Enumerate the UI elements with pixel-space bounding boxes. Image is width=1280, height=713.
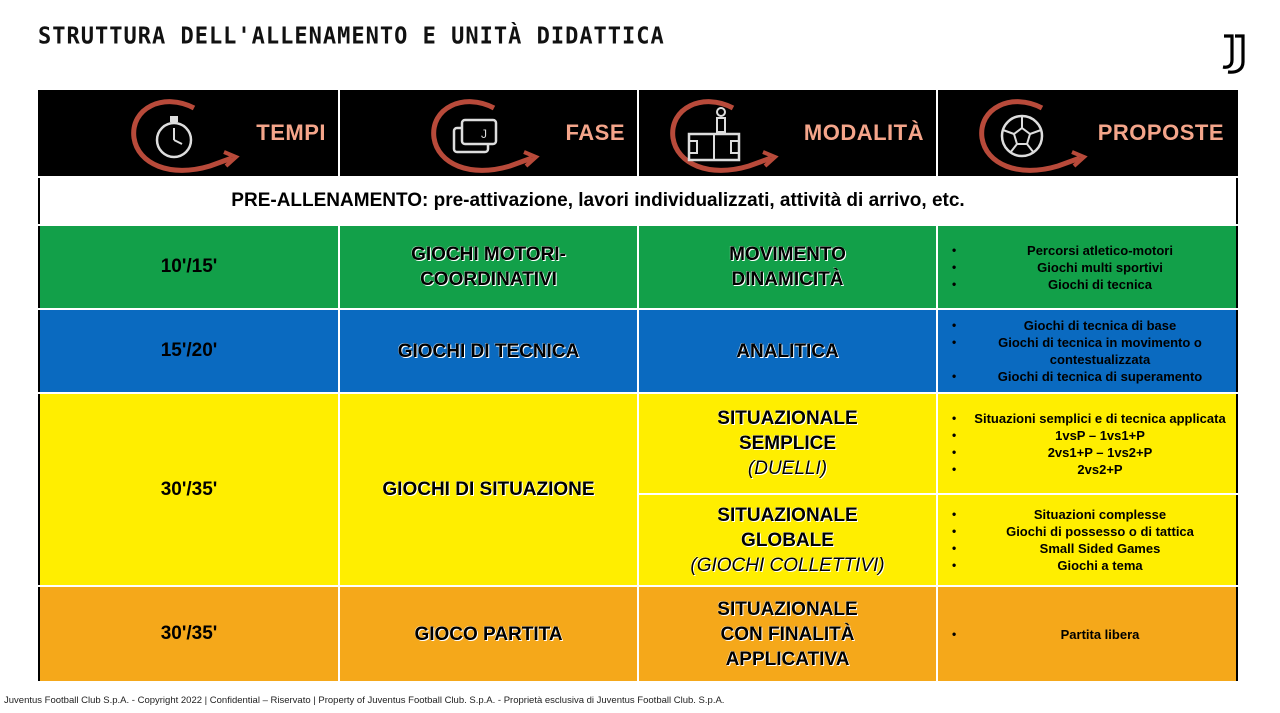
tempo-cell: [39, 586, 339, 682]
modalita-cell: [638, 309, 937, 393]
modalita-line: DINAMICITÀ: [731, 269, 844, 290]
fase-line: GIOCHI DI TECNICA: [397, 340, 580, 362]
modalita-cell: [638, 225, 937, 309]
modalita-note: (GIOCHI COLLETTIVI): [690, 554, 885, 576]
header-fase: [339, 91, 638, 177]
pre-training-cell: [39, 177, 1237, 225]
fase-cell: [339, 393, 638, 586]
tempo-value: 10'/15': [160, 256, 218, 277]
list-item: • Giochi di tecnica in movimento o contestualizzata: [952, 334, 1226, 368]
header-label: MODALITÀ: [803, 120, 924, 145]
header-modalita: [638, 91, 937, 177]
proposte-cell: [937, 393, 1237, 494]
proposte-cell: [937, 494, 1237, 586]
list-item: • Giochi a tema: [952, 557, 1226, 574]
fase-line: GIOCHI MOTORI-: [411, 244, 566, 265]
page-title: STRUTTURA DELL'ALLENAMENTO E UNITÀ DIDATTICA: [38, 23, 665, 50]
modalita-note: (DUELLI): [747, 458, 828, 479]
list-item: • Giochi multi sportivi: [952, 259, 1226, 276]
list-item: • Giochi di tecnica di base: [952, 317, 1226, 334]
tempo-cell: [39, 309, 339, 393]
header-label: FASE: [565, 120, 625, 145]
modalita-cell: [638, 494, 937, 586]
table-row: [39, 225, 1237, 309]
modalita-cell: [638, 393, 937, 494]
modalita-line: CON FINALITÀ: [720, 623, 855, 645]
modalita-line: GLOBALE: [741, 529, 834, 551]
tempo-value: 30'/35': [160, 623, 218, 644]
header-proposte: [937, 91, 1237, 177]
soccer-ball-icon: [972, 94, 1088, 174]
header-tempi: [39, 91, 339, 177]
table-row: [39, 309, 1237, 393]
tempo-cell: [39, 225, 339, 309]
table-row: [39, 393, 1237, 494]
fase-cell: [339, 225, 638, 309]
table-row: [39, 586, 1237, 682]
soccer-pitch-icon: [663, 94, 779, 174]
stopwatch-icon: [124, 94, 240, 174]
footer-copyright: Juventus Football Club S.p.A. - Copyright 2022 | Confidential – Riservato | Property of Juventus Football Club. S.p.A. - Proprietà esclusiva di Juventus Football Club. S.p.A.: [4, 695, 725, 706]
training-structure-table: [38, 90, 1238, 683]
cards-icon: [424, 94, 540, 174]
list-item: • Percorsi atletico-motori: [952, 242, 1226, 259]
proposte-cell: [937, 225, 1237, 309]
modalita-cell: [638, 586, 937, 682]
tempo-value: 30'/35': [160, 478, 218, 500]
header-row: [39, 91, 1237, 177]
header-label: PROPOSTE: [1097, 120, 1224, 145]
svg-text:J: J: [481, 127, 487, 141]
list-item: • Situazioni complesse: [952, 506, 1226, 523]
list-item: • Partita libera: [952, 626, 1226, 643]
modalita-line: SEMPLICE: [738, 433, 837, 454]
list-item: • Small Sided Games: [952, 540, 1226, 557]
list-item: • Giochi di tecnica di superamento: [952, 368, 1226, 385]
modalita-line: SITUAZIONALE: [717, 598, 858, 620]
juventus-j-logo-icon: [1220, 34, 1246, 74]
modalita-line: MOVIMENTO: [729, 244, 846, 265]
modalita-line: APPLICATIVA: [725, 648, 850, 670]
proposte-cell: [937, 309, 1237, 393]
list-item: • 1vsP – 1vs1+P: [952, 427, 1226, 444]
tempo-cell: [39, 393, 339, 586]
fase-cell: [339, 586, 638, 682]
list-item: • Giochi di tecnica: [952, 276, 1226, 293]
fase-line: GIOCO PARTITA: [414, 623, 563, 645]
modalita-line: SITUAZIONALE: [717, 408, 858, 429]
proposte-cell: [937, 586, 1237, 682]
fase-line: GIOCHI DI SITUAZIONE: [382, 479, 595, 500]
tempo-value: 15'/20': [160, 340, 218, 361]
fase-line: COORDINATIVI: [420, 269, 557, 290]
list-item: • 2vs1+P – 1vs2+P: [952, 444, 1226, 461]
pre-training-text: PRE-ALLENAMENTO: pre-attivazione, lavori individualizzati, attività di arrivo, etc.: [231, 190, 965, 211]
list-item: • Giochi di possesso o di tattica: [952, 523, 1226, 540]
list-item: • Situazioni semplici e di tecnica applicata: [952, 410, 1226, 427]
header-label: TEMPI: [256, 120, 326, 145]
modalita-line: ANALITICA: [736, 340, 839, 362]
fase-cell: [339, 309, 638, 393]
modalita-line: SITUAZIONALE: [717, 504, 858, 526]
list-item: • 2vs2+P: [952, 461, 1226, 478]
pre-training-row: [39, 177, 1237, 225]
